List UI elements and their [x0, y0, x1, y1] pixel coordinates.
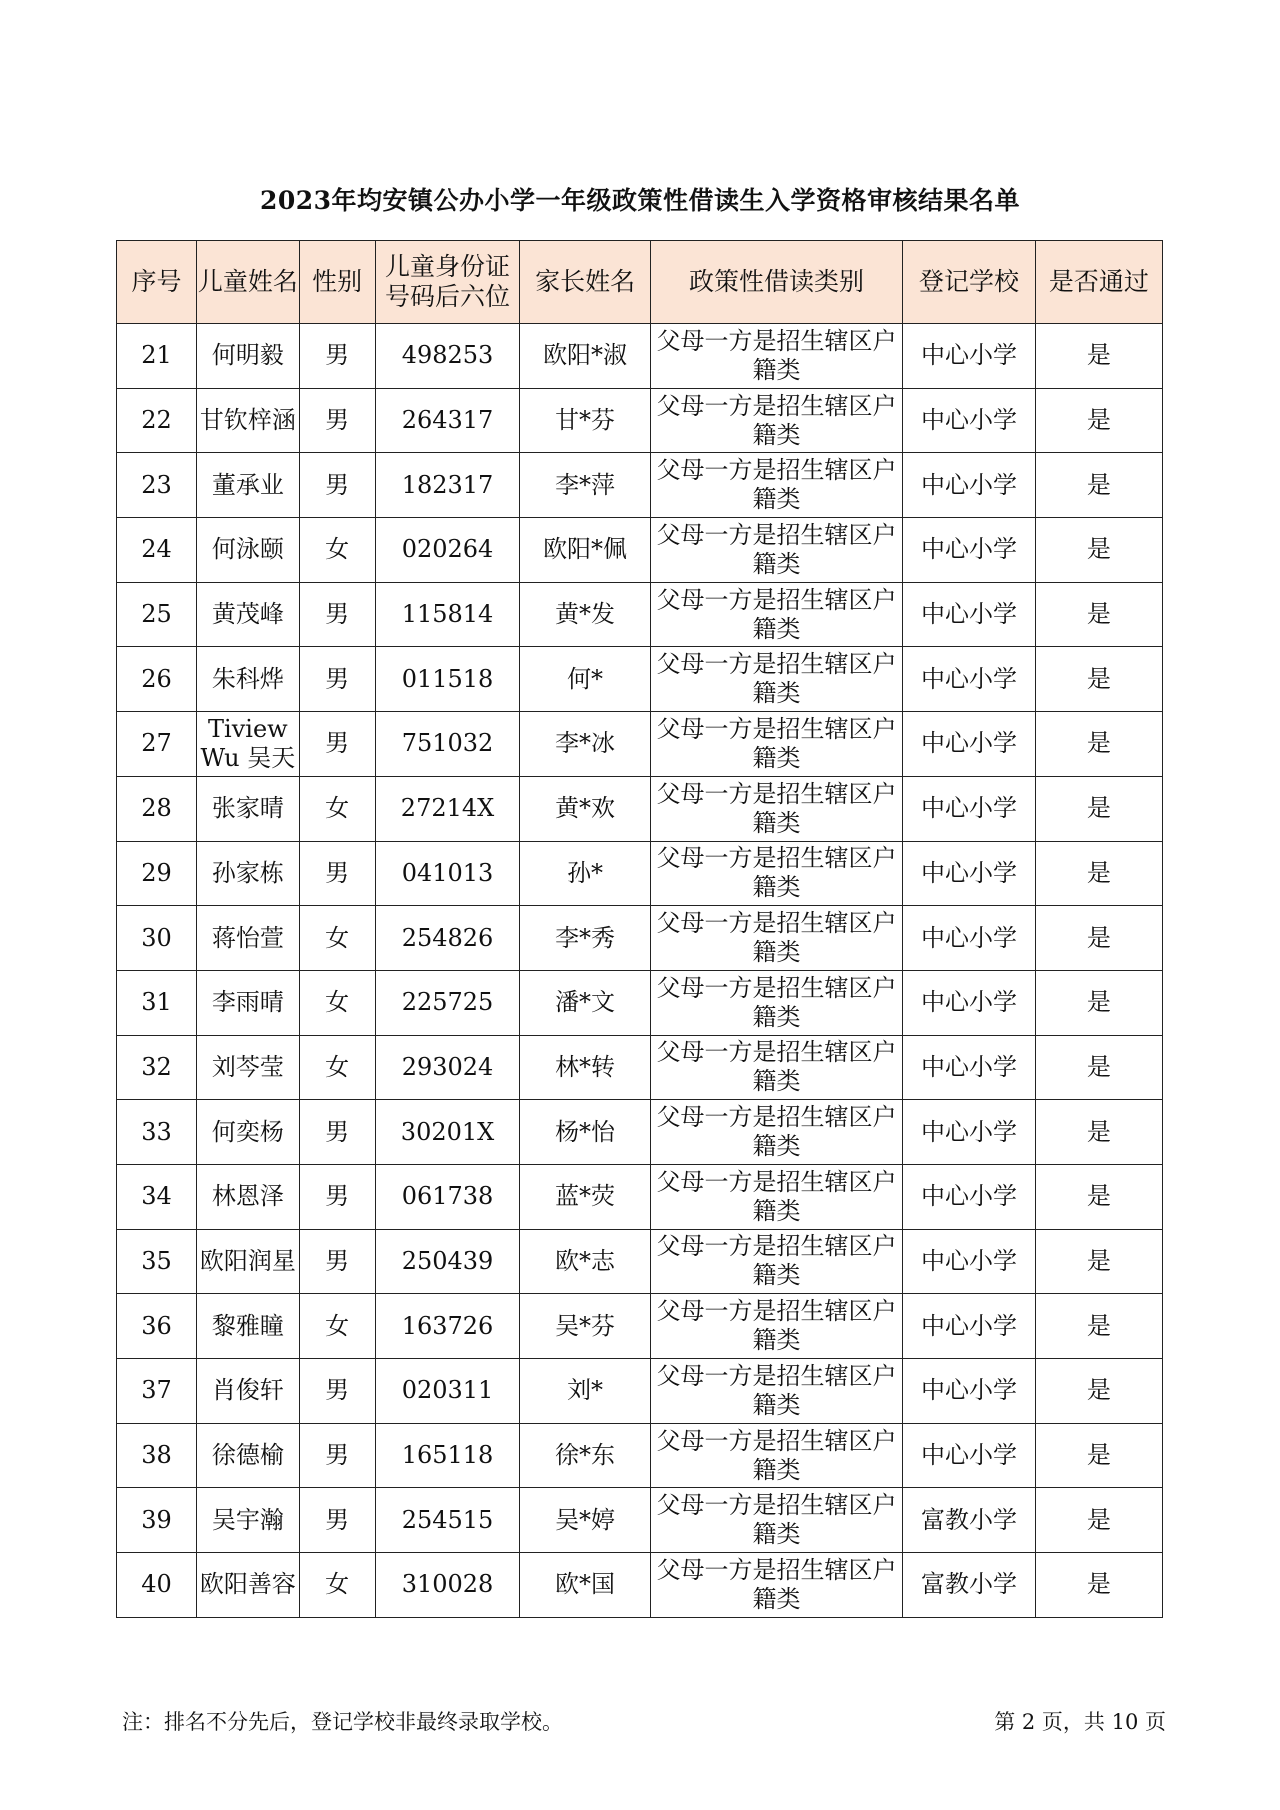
header-cell: 登记学校: [903, 241, 1035, 324]
row-number-cell: 23: [117, 453, 197, 518]
school-cell: 中心小学: [903, 1294, 1035, 1359]
id-suffix-cell: 254515: [375, 1488, 520, 1553]
category-cell: 父母一方是招生辖区户籍类: [650, 518, 903, 583]
gender-cell: 男: [299, 712, 375, 777]
child-name-cell: 孙家栋: [197, 841, 300, 906]
parent-name-cell: 李*秀: [520, 906, 650, 971]
passed-cell: 是: [1035, 1359, 1162, 1424]
child-name-cell: 何泳颐: [197, 518, 300, 583]
id-suffix-cell: 163726: [375, 1294, 520, 1359]
parent-name-cell: 孙*: [520, 841, 650, 906]
row-number-cell: 21: [117, 324, 197, 389]
child-name-cell: 欧阳善容: [197, 1553, 300, 1618]
table-body: [117, 324, 1163, 1618]
row-number-cell: 40: [117, 1553, 197, 1618]
row-number-cell: 35: [117, 1229, 197, 1294]
child-name-cell: 甘钦梓涵: [197, 388, 300, 453]
parent-name-cell: 黄*欢: [520, 776, 650, 841]
id-suffix-cell: 020264: [375, 518, 520, 583]
school-cell: 中心小学: [903, 970, 1035, 1035]
table-row: [117, 324, 1163, 389]
category-cell: 父母一方是招生辖区户籍类: [650, 582, 903, 647]
passed-cell: 是: [1035, 582, 1162, 647]
table-row: [117, 970, 1163, 1035]
school-cell: 中心小学: [903, 906, 1035, 971]
passed-cell: 是: [1035, 518, 1162, 583]
child-name-cell: 何奕杨: [197, 1100, 300, 1165]
table-row: [117, 1164, 1163, 1229]
id-suffix-cell: 27214X: [375, 776, 520, 841]
table-row: [117, 647, 1163, 712]
id-suffix-cell: 011518: [375, 647, 520, 712]
row-number-cell: 28: [117, 776, 197, 841]
school-cell: 富教小学: [903, 1488, 1035, 1553]
child-name-cell: 黄茂峰: [197, 582, 300, 647]
category-cell: 父母一方是招生辖区户籍类: [650, 453, 903, 518]
table-row: [117, 1553, 1163, 1618]
gender-cell: 男: [299, 1100, 375, 1165]
parent-name-cell: 李*冰: [520, 712, 650, 777]
gender-cell: 女: [299, 1294, 375, 1359]
parent-name-cell: 甘*芬: [520, 388, 650, 453]
school-cell: 中心小学: [903, 324, 1035, 389]
id-suffix-cell: 020311: [375, 1359, 520, 1424]
school-cell: 中心小学: [903, 582, 1035, 647]
child-name-cell: 吴宇瀚: [197, 1488, 300, 1553]
id-suffix-cell: 165118: [375, 1423, 520, 1488]
parent-name-cell: 欧阳*淑: [520, 324, 650, 389]
page-indicator: 第 2 页，共 10 页: [994, 1710, 1166, 1734]
table-row: [117, 841, 1163, 906]
category-cell: 父母一方是招生辖区户籍类: [650, 712, 903, 777]
table-row: [117, 906, 1163, 971]
parent-name-cell: 蓝*荧: [520, 1164, 650, 1229]
row-number-cell: 29: [117, 841, 197, 906]
school-cell: 中心小学: [903, 518, 1035, 583]
passed-cell: 是: [1035, 712, 1162, 777]
row-number-cell: 26: [117, 647, 197, 712]
school-cell: 中心小学: [903, 712, 1035, 777]
child-name-cell: 林恩泽: [197, 1164, 300, 1229]
gender-cell: 女: [299, 970, 375, 1035]
passed-cell: 是: [1035, 906, 1162, 971]
header-cell: 家长姓名: [520, 241, 650, 324]
id-suffix-cell: 310028: [375, 1553, 520, 1618]
school-cell: 中心小学: [903, 647, 1035, 712]
category-cell: 父母一方是招生辖区户籍类: [650, 1488, 903, 1553]
gender-cell: 男: [299, 388, 375, 453]
table-row: [117, 1423, 1163, 1488]
child-name-cell: 张家晴: [197, 776, 300, 841]
category-cell: 父母一方是招生辖区户籍类: [650, 1100, 903, 1165]
table-row: [117, 1488, 1163, 1553]
id-suffix-cell: 041013: [375, 841, 520, 906]
row-number-cell: 32: [117, 1035, 197, 1100]
table-row: [117, 1035, 1163, 1100]
passed-cell: 是: [1035, 970, 1162, 1035]
school-cell: 中心小学: [903, 388, 1035, 453]
row-number-cell: 22: [117, 388, 197, 453]
table-row: [117, 1359, 1163, 1424]
passed-cell: 是: [1035, 1100, 1162, 1165]
passed-cell: 是: [1035, 841, 1162, 906]
child-name-cell: 李雨晴: [197, 970, 300, 1035]
school-cell: 中心小学: [903, 1423, 1035, 1488]
gender-cell: 男: [299, 1229, 375, 1294]
row-number-cell: 36: [117, 1294, 197, 1359]
parent-name-cell: 潘*文: [520, 970, 650, 1035]
parent-name-cell: 林*转: [520, 1035, 650, 1100]
gender-cell: 女: [299, 906, 375, 971]
table-row: [117, 388, 1163, 453]
category-cell: 父母一方是招生辖区户籍类: [650, 324, 903, 389]
category-cell: 父母一方是招生辖区户籍类: [650, 388, 903, 453]
category-cell: 父母一方是招生辖区户籍类: [650, 1164, 903, 1229]
parent-name-cell: 吴*婷: [520, 1488, 650, 1553]
gender-cell: 男: [299, 841, 375, 906]
passed-cell: 是: [1035, 1164, 1162, 1229]
table-row: [117, 712, 1163, 777]
id-suffix-cell: 751032: [375, 712, 520, 777]
child-name-cell: 肖俊轩: [197, 1359, 300, 1424]
school-cell: 中心小学: [903, 1359, 1035, 1424]
footnote: 注：排名不分先后，登记学校非最终录取学校。: [122, 1710, 563, 1734]
passed-cell: 是: [1035, 388, 1162, 453]
passed-cell: 是: [1035, 647, 1162, 712]
row-number-cell: 37: [117, 1359, 197, 1424]
results-table: [116, 240, 1163, 1618]
category-cell: 父母一方是招生辖区户籍类: [650, 1229, 903, 1294]
header-cell: 性别: [299, 241, 375, 324]
gender-cell: 女: [299, 1553, 375, 1618]
gender-cell: 女: [299, 1035, 375, 1100]
id-suffix-cell: 293024: [375, 1035, 520, 1100]
parent-name-cell: 徐*东: [520, 1423, 650, 1488]
child-name-cell: 朱科烨: [197, 647, 300, 712]
passed-cell: 是: [1035, 1229, 1162, 1294]
id-suffix-cell: 061738: [375, 1164, 520, 1229]
parent-name-cell: 欧*志: [520, 1229, 650, 1294]
school-cell: 中心小学: [903, 1035, 1035, 1100]
gender-cell: 女: [299, 518, 375, 583]
child-name-cell: 何明毅: [197, 324, 300, 389]
id-suffix-cell: 250439: [375, 1229, 520, 1294]
row-number-cell: 34: [117, 1164, 197, 1229]
gender-cell: 男: [299, 453, 375, 518]
school-cell: 中心小学: [903, 453, 1035, 518]
id-suffix-cell: 115814: [375, 582, 520, 647]
row-number-cell: 39: [117, 1488, 197, 1553]
table-row: [117, 518, 1163, 583]
header-cell: 儿童身份证号码后六位: [375, 241, 520, 324]
passed-cell: 是: [1035, 1553, 1162, 1618]
row-number-cell: 27: [117, 712, 197, 777]
row-number-cell: 30: [117, 906, 197, 971]
page-title: 2023年均安镇公办小学一年级政策性借读生入学资格审核结果名单: [259, 186, 1021, 215]
table-row: [117, 453, 1163, 518]
passed-cell: 是: [1035, 776, 1162, 841]
id-suffix-cell: 498253: [375, 324, 520, 389]
school-cell: 中心小学: [903, 1164, 1035, 1229]
category-cell: 父母一方是招生辖区户籍类: [650, 970, 903, 1035]
school-cell: 中心小学: [903, 776, 1035, 841]
category-cell: 父母一方是招生辖区户籍类: [650, 906, 903, 971]
parent-name-cell: 何*: [520, 647, 650, 712]
child-name-cell: 蒋怡萱: [197, 906, 300, 971]
gender-cell: 男: [299, 1488, 375, 1553]
category-cell: 父母一方是招生辖区户籍类: [650, 1553, 903, 1618]
row-number-cell: 24: [117, 518, 197, 583]
header-cell: 是否通过: [1035, 241, 1162, 324]
gender-cell: 女: [299, 776, 375, 841]
parent-name-cell: 李*萍: [520, 453, 650, 518]
child-name-cell: 欧阳润星: [197, 1229, 300, 1294]
id-suffix-cell: 254826: [375, 906, 520, 971]
id-suffix-cell: 182317: [375, 453, 520, 518]
id-suffix-cell: 264317: [375, 388, 520, 453]
parent-name-cell: 欧阳*佩: [520, 518, 650, 583]
child-name-cell: 黎雅瞳: [197, 1294, 300, 1359]
parent-name-cell: 杨*怡: [520, 1100, 650, 1165]
passed-cell: 是: [1035, 1035, 1162, 1100]
header-cell: 序号: [117, 241, 197, 324]
category-cell: 父母一方是招生辖区户籍类: [650, 1423, 903, 1488]
gender-cell: 男: [299, 324, 375, 389]
table-row: [117, 1294, 1163, 1359]
category-cell: 父母一方是招生辖区户籍类: [650, 1294, 903, 1359]
parent-name-cell: 吴*芬: [520, 1294, 650, 1359]
child-name-cell: 董承业: [197, 453, 300, 518]
gender-cell: 男: [299, 582, 375, 647]
category-cell: 父母一方是招生辖区户籍类: [650, 776, 903, 841]
table-header-row: [117, 241, 1163, 324]
category-cell: 父母一方是招生辖区户籍类: [650, 1035, 903, 1100]
header-cell: 政策性借读类别: [650, 241, 903, 324]
parent-name-cell: 欧*国: [520, 1553, 650, 1618]
school-cell: 富教小学: [903, 1553, 1035, 1618]
school-cell: 中心小学: [903, 841, 1035, 906]
child-name-cell: Tiview Wu 吴天: [197, 712, 300, 777]
passed-cell: 是: [1035, 1294, 1162, 1359]
passed-cell: 是: [1035, 324, 1162, 389]
passed-cell: 是: [1035, 1423, 1162, 1488]
passed-cell: 是: [1035, 1488, 1162, 1553]
passed-cell: 是: [1035, 453, 1162, 518]
id-suffix-cell: 30201X: [375, 1100, 520, 1165]
table-row: [117, 1229, 1163, 1294]
school-cell: 中心小学: [903, 1229, 1035, 1294]
row-number-cell: 38: [117, 1423, 197, 1488]
gender-cell: 男: [299, 647, 375, 712]
row-number-cell: 33: [117, 1100, 197, 1165]
id-suffix-cell: 225725: [375, 970, 520, 1035]
gender-cell: 男: [299, 1359, 375, 1424]
gender-cell: 男: [299, 1164, 375, 1229]
header-cell: 儿童姓名: [197, 241, 300, 324]
parent-name-cell: 黄*发: [520, 582, 650, 647]
category-cell: 父母一方是招生辖区户籍类: [650, 1359, 903, 1424]
category-cell: 父母一方是招生辖区户籍类: [650, 647, 903, 712]
row-number-cell: 25: [117, 582, 197, 647]
child-name-cell: 徐德榆: [197, 1423, 300, 1488]
child-name-cell: 刘芩莹: [197, 1035, 300, 1100]
gender-cell: 男: [299, 1423, 375, 1488]
parent-name-cell: 刘*: [520, 1359, 650, 1424]
table-row: [117, 1100, 1163, 1165]
category-cell: 父母一方是招生辖区户籍类: [650, 841, 903, 906]
school-cell: 中心小学: [903, 1100, 1035, 1165]
table-row: [117, 582, 1163, 647]
row-number-cell: 31: [117, 970, 197, 1035]
table-row: [117, 776, 1163, 841]
